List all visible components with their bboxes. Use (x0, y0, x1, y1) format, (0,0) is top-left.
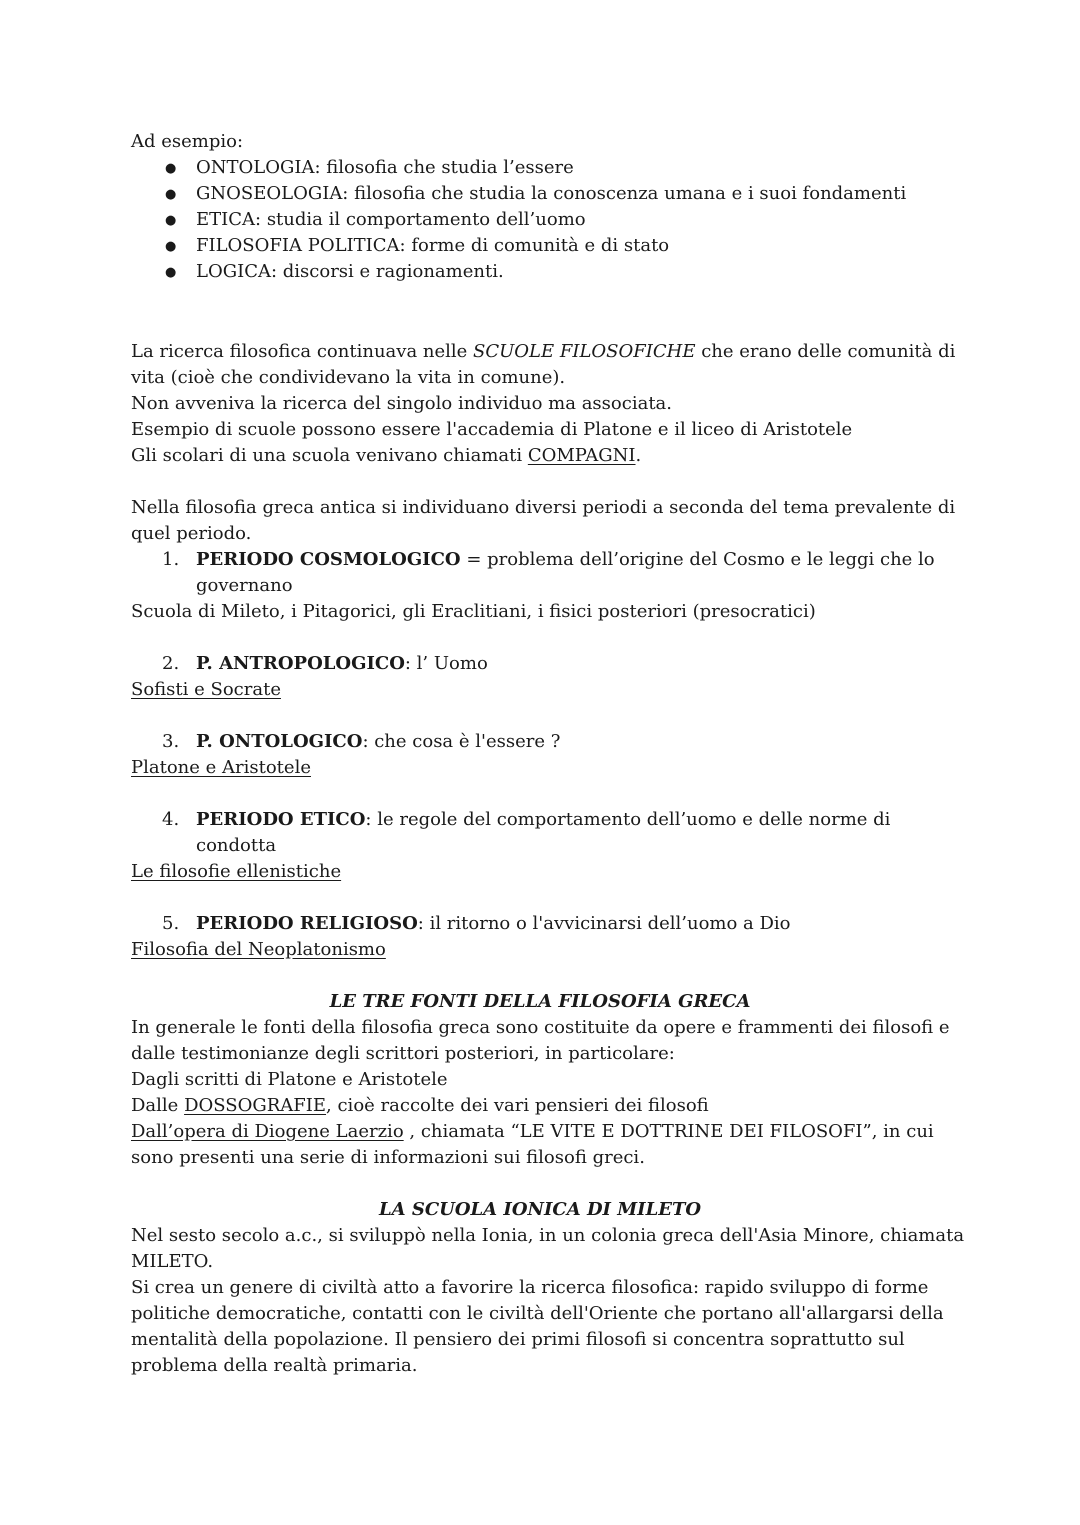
bullet-icon: ● (165, 187, 177, 202)
mileto-line: Nel sesto secolo a.c., si sviluppò nella Ionia, in un colonia greca dell'Asia Minore, chiamata (131, 1225, 965, 1246)
underlined-term: COMPAGNI (527, 445, 636, 466)
sources-line: dalle testimonianze degli scrittori posteriori, in particolare: (131, 1043, 675, 1064)
period-authors: Scuola di Mileto, i Pitagorici, gli Eraclitiani, i fisici posteriori (presocratici) (131, 601, 816, 622)
text: Gli scolari di una scuola venivano chiamati (131, 445, 528, 466)
list-item: FILOSOFIA POLITICA: forme di comunità e di stato (196, 235, 670, 256)
section-heading: LA SCUOLA IONICA DI MILETO (378, 1199, 702, 1220)
list-number: 5. (162, 913, 180, 934)
sources-line (131, 1093, 709, 1119)
period-description: : che cosa è l'essere ? (362, 731, 561, 752)
schools-paragraph-line: vita (cioè che condividevano la vita in comune). (131, 367, 566, 388)
list-number: 1. (162, 549, 180, 570)
period-name: PERIODO ETICO (196, 809, 366, 830)
bullet-icon: ● (165, 161, 177, 176)
period-item (196, 807, 890, 833)
schools-paragraph-line: Non avveniva la ricerca del singolo individuo ma associata. (131, 393, 673, 414)
mileto-line: Si crea un genere di civiltà atto a favorire la ricerca filosofica: rapido sviluppo di forme (131, 1277, 929, 1298)
period-description-cont: condotta (196, 835, 277, 856)
list-number: 3. (162, 731, 180, 752)
list-item: LOGICA: discorsi e ragionamenti. (196, 261, 504, 282)
period-description: : l’ Uomo (404, 653, 488, 674)
periods-intro-line: Nella filosofia greca antica si individuano diversi periodi a seconda del tema prevalente di (131, 497, 956, 518)
periods-intro-line: quel periodo. (131, 523, 252, 544)
list-number: 4. (162, 809, 180, 830)
mileto-line: politiche democratiche, contatti con le civiltà dell'Oriente che portano all'allargarsi della (131, 1303, 944, 1324)
section-heading: LE TRE FONTI DELLA FILOSOFIA GRECA (329, 991, 751, 1012)
text: La ricerca filosofica continuava nelle (131, 341, 474, 362)
list-number: 2. (162, 653, 180, 674)
schools-paragraph-line (131, 339, 955, 365)
period-description: = problema dell’origine del Cosmo e le leggi che lo (460, 549, 935, 570)
bullet-icon: ● (165, 239, 177, 254)
period-description-cont: governano (196, 575, 293, 596)
sources-line (131, 1119, 934, 1145)
period-item (196, 651, 488, 677)
emphasis-text: SCUOLE FILOSOFICHE (473, 341, 696, 362)
bullet-icon: ● (165, 265, 177, 280)
sources-line: In generale le fonti della filosofia greca sono costituite da opere e frammenti dei filosofi e (131, 1017, 950, 1038)
list-item: GNOSEOLOGIA: filosofia che studia la conoscenza umana e i suoi fondamenti (196, 183, 907, 204)
text: , cioè raccolte dei vari pensieri dei filosofi (326, 1095, 709, 1116)
period-authors: Sofisti e Socrate (131, 679, 281, 700)
text: che erano delle comunità di (695, 341, 956, 362)
period-description: : le regole del comportamento dell’uomo e delle norme di (365, 809, 891, 830)
mileto-line: problema della realtà primaria. (131, 1355, 418, 1376)
period-name: P. ONTOLOGICO (196, 731, 363, 752)
period-item (196, 911, 791, 937)
text: . (635, 445, 642, 466)
sources-line: sono presenti una serie di informazioni sui filosofi greci. (131, 1147, 645, 1168)
period-item (196, 729, 560, 755)
intro-label: Ad esempio: (131, 131, 244, 152)
period-name: PERIODO COSMOLOGICO (196, 549, 461, 570)
period-authors: Filosofia del Neoplatonismo (131, 939, 386, 960)
underlined-term: Dall’opera di Diogene Laerzio (131, 1121, 404, 1142)
underlined-term: DOSSOGRAFIE (184, 1095, 327, 1116)
period-authors: Platone e Aristotele (131, 757, 311, 778)
period-authors: Le filosofie ellenistiche (131, 861, 342, 882)
schools-paragraph-line: Esempio di scuole possono essere l'accademia di Platone e il liceo di Aristotele (131, 419, 853, 440)
list-item: ETICA: studia il comportamento dell’uomo (196, 209, 586, 230)
period-description: : il ritorno o l'avvicinarsi dell’uomo a Dio (417, 913, 791, 934)
list-item: ONTOLOGIA: filosofia che studia l’essere (196, 157, 574, 178)
text: Dalle (131, 1095, 185, 1116)
schools-paragraph-line (131, 443, 641, 469)
text: , chiamata “LE VITE E DOTTRINE DEI FILOSOFI”, in cui (403, 1121, 934, 1142)
mileto-line: mentalità della popolazione. Il pensiero dei primi filosofi si concentra soprattutto sul (131, 1329, 905, 1350)
mileto-line: MILETO. (131, 1251, 214, 1272)
period-name: P. ANTROPOLOGICO (196, 653, 405, 674)
sources-line: Dagli scritti di Platone e Aristotele (131, 1069, 448, 1090)
bullet-icon: ● (165, 213, 177, 228)
period-item (196, 547, 935, 573)
period-name: PERIODO RELIGIOSO (196, 913, 418, 934)
